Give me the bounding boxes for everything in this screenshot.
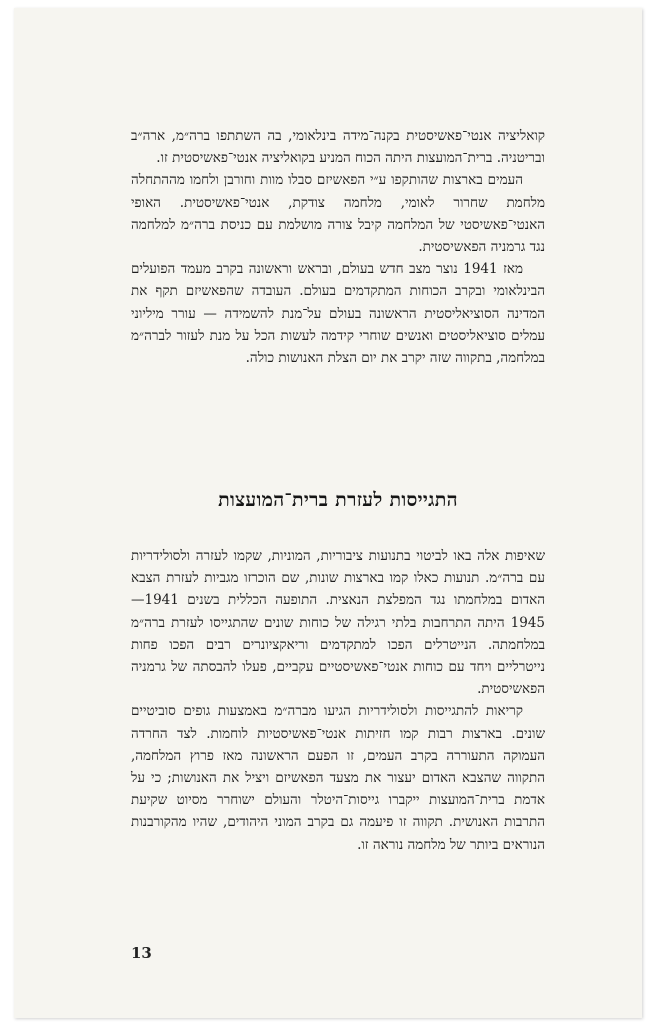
paragraph: קואליציה אנטי־פאשיסטית בקנה־מידה בינלאומי, בה השתתפו ברה״מ, ארה״ב ובריטניה. ברית־המועצות היתה הכוח המניע בקואליציה אנטי־פאשיסטית זו. — [131, 128, 545, 167]
paragraph: קריאות להתגייסות ולסולידריות הגיעו מברה״מ באמצעות גופים סוביטיים שונים. בארצות רבות קמו חזיתות אנטי־פאשיסטיות לוחמות. לצד החרדה העמוקה התעוררה בקרב העמים, זו הפעם הראשונה מאז פרוץ המלחמה, התקווה שהצבא האדום יעצור את מצעד הפאשיזם ויציל את האנושות; כי על אדמת ברית־המועצות ייקברו גייסות־היטלר והעולם ישוחרר מסיוט שקיעת התרבות האנושית. תקווה זו פיעמה גם בקרב המוני היהודים, שהיו מהקורבנות הנוראים ביותר של מלחמה נוראה זו. — [131, 703, 545, 853]
paragraph: מאז 1941 נוצר מצב חדש בעולם, ובראש וראשונה בקרב מעמד הפועלים הבינלאומי ובקרב הכוחות המתקדמים בעולם. העובדה שהפאשיזם תקף את המדינה הסוציאליסטית הראשונה בעולם על־מנת להשמידה — עורר מיליוני עמלים סוציאליסטים ואנשים שוחרי קידמה לעשות הכל על מנת לעזור לברה״מ במלחמה, בתקווה שזה יקרב את יום הצלת האנושות כולה. — [131, 261, 545, 367]
paragraph: העמים בארצות שהותקפו ע״י הפאשיזם סבלו מוות וחורבן ולחמו מההתחלה מלחמת שחרור לאומי, מלחמה צודקת, אנטי־פאשיסטית. האופי האנטי־פאשיסטי של המלחמה קיבל צורה מושלמת עם כניסת ברה״מ למלחמה נגד גרמניה הפאשיסטית. — [131, 172, 545, 256]
book-page — [14, 8, 642, 1018]
page-number: 13 — [131, 944, 152, 962]
text-block-bottom — [131, 545, 545, 856]
text-block-top — [131, 125, 545, 369]
section-heading: התגייסות לעזרת ברית־המועצות — [218, 489, 458, 511]
paragraph: שאיפות אלה באו לביטוי בתנועות ציבוריות, המוניות, שקמו לעזרה ולסולידריות עם ברה״מ. תנועות כאלו קמו בארצות שונות, שם הוכרזו מגביות לעזרת הצבא האדום במלחמתו נגד המפלצת הנאצית. התופעה הכללית בשנים 1941—1945 היתה התרחבות בלתי רגילה של כוחות שונים שהתגייסו לעזרת ברה״מ במלחמתה. הנייטרלים הפכו למתקדמים וריאקציונרים רבים הפכו פחות נייטרליים ויחד עם כוחות אנטי־פאשיסטיים עקביים, פעלו להבסתה של גרמניה הפאשיסטית. — [131, 548, 545, 698]
